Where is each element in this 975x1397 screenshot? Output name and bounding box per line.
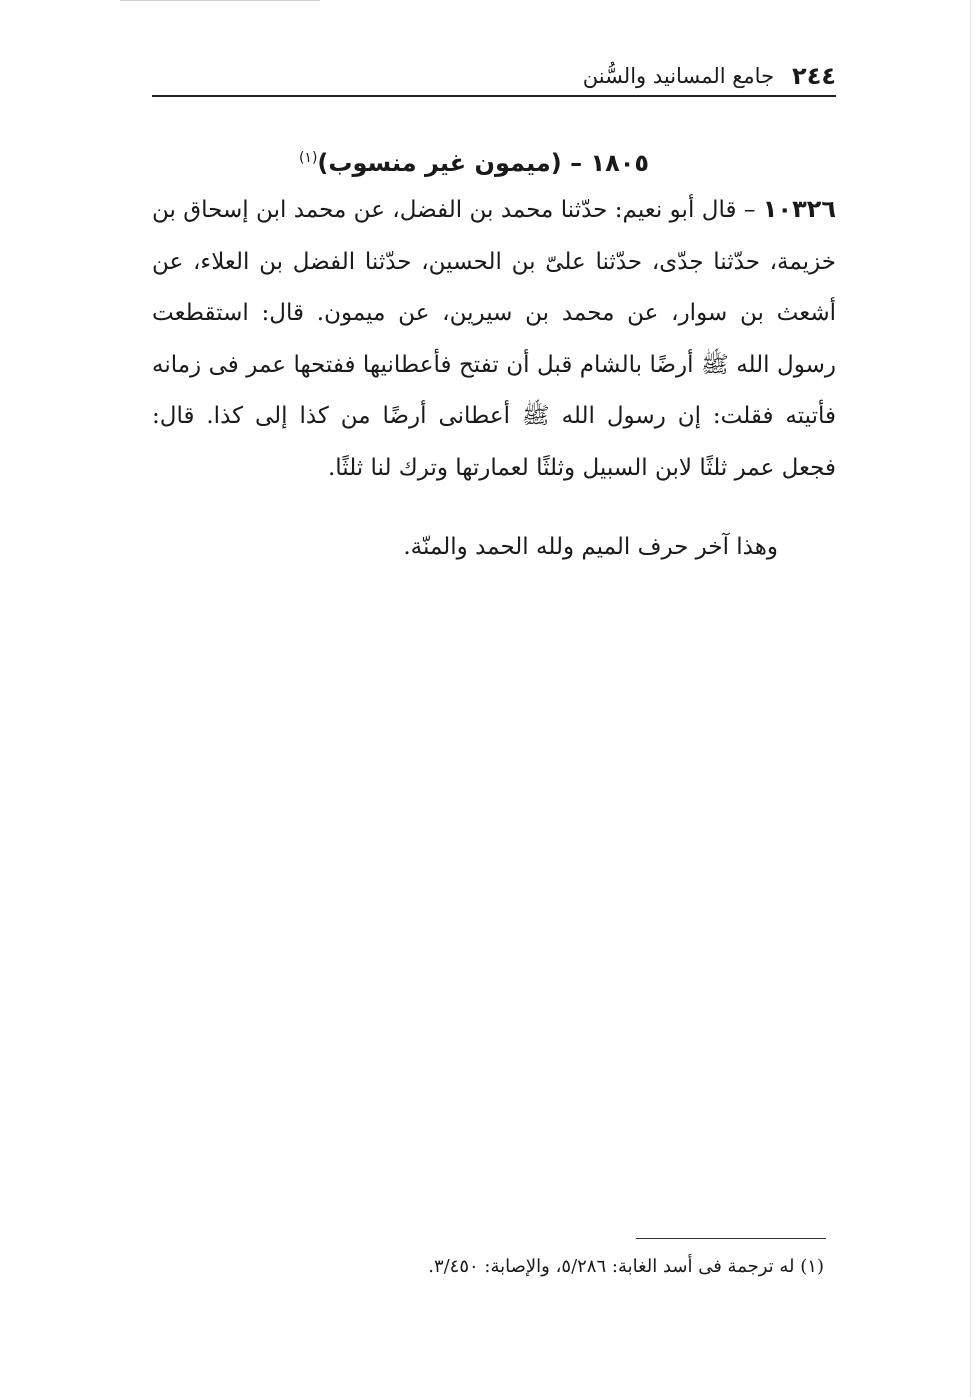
footnote-rule	[636, 1238, 826, 1239]
hadith-paragraph	[152, 184, 836, 494]
chapter-number: ١٨٠٥	[590, 149, 650, 177]
hadith-dash: –	[743, 197, 756, 223]
footnote-1: (١) له ترجمة فى أسد الغابة: ٥/٢٨٦، والإصابة: ٣/٤٥٠.	[428, 1256, 824, 1277]
hadith-text: قال أبو نعيم: حدّثنا محمد بن الفضل، عن محمد ابن إسحاق بن خزيمة، حدّثنا جدّى، حدّثنا علىّ بن الحسين، حدّثنا الفضل بن العلاء، عن أشعث بن سوار، عن محمد بن سيرين، عن ميمون. قال: استقطعت رسول الله ﷺ أرضًا بالشام قبل أن تفتح فأعطانيها ففتحها عمر فى زمانه فأتيته فقلت: إن رسول الله ﷺ أعطانى أرضًا من كذا إلى كذا. قال: فجعل عمر ثلثًا لابن السبيل وثلثًا لعمارتها وترك لنا ثلثًا.	[152, 197, 836, 481]
hadith-number: ١٠٣٢٦	[762, 195, 837, 223]
chapter-footnote-ref: (١)	[298, 150, 318, 166]
chapter-title: (ميمون غير منسوب)	[317, 149, 562, 177]
chapter-dash: –	[570, 149, 583, 177]
header-rule	[152, 95, 836, 97]
closing-line: وهذا آخر حرف الميم ولله الحمد والمنّة.	[403, 534, 778, 560]
running-header	[152, 52, 836, 92]
scan-artifact-right	[970, 0, 971, 1397]
book-title: جامع المسانيد والسُّنن	[582, 64, 775, 88]
chapter-heading	[152, 136, 836, 185]
page-number: ٢٤٤	[792, 62, 836, 90]
scan-artifact-top	[120, 0, 320, 1]
